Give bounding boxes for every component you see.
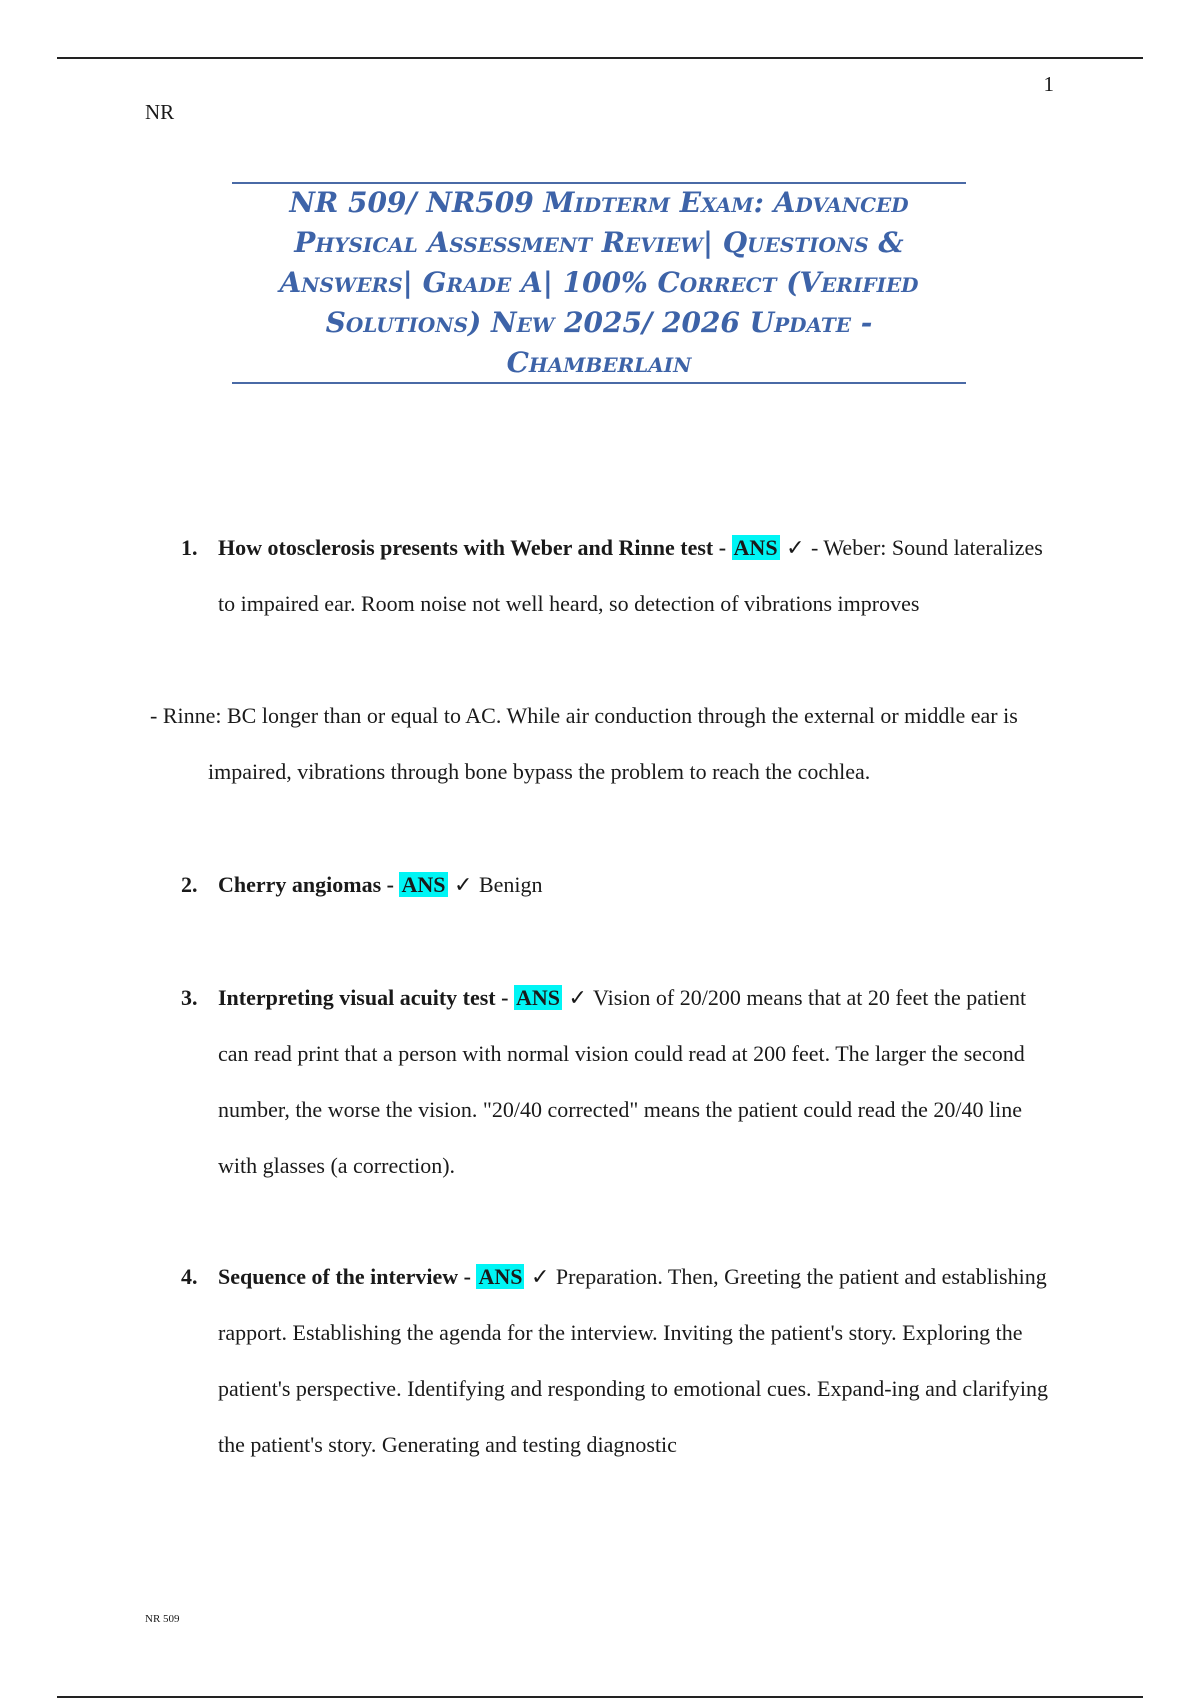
item-number: 4. [181,1264,198,1289]
question-text: Cherry angiomas - [218,872,394,897]
answer-text: Benign [478,872,543,897]
continuation-text: - Rinne: BC longer than or equal to AC. While air conduction through the external or middle ear is impaired, vibrations through bone bypass the problem to reach the cochlea. [150,703,1018,784]
ans-highlight: ANS [515,985,560,1010]
question-text: Interpreting visual acuity test - [218,985,509,1010]
question-text: How otosclerosis presents with Weber and Rinne test - [218,535,727,560]
bottom-rule [57,1696,1143,1698]
check-icon: ✓ [454,872,473,897]
document-title: NR 509/ NR509 Midterm Exam: Advanced Physical Assessment Review| Questions & Answers| Grade A| 100% Correct (Verified Solutions) New 2025/ 2026 Update - Chamberlain [279,186,919,379]
running-footer: NR 509 [145,1613,180,1625]
check-icon: ✓ [786,535,805,560]
item-body [218,520,1053,632]
page-number: 1 [1043,72,1054,96]
item-body [218,970,1053,1194]
ans-highlight: ANS [733,535,778,560]
ans-highlight: ANS [478,1264,523,1289]
answer-text: Vision of 20/200 means that at 20 feet the patient can read print that a person with normal vision could read at 200 feet. The larger the second number, the worse the vision. "20/40 corrected" means the patient could read the 20/40 line with glasses (a correction). [218,985,1027,1178]
top-rule [57,57,1143,59]
answer-text: Preparation. Then, Greeting the patient and establishing rapport. Establishing the agenda for the interview. Inviting the patient's story. Exploring the patient's perspective. Identifying and responding to emotional cues. Expand-ing and clarifying the patient's story. Generating and testing diagnostic [218,1264,1048,1457]
check-icon: ✓ [568,985,587,1010]
answer-continuation [150,688,1050,800]
item-body [218,1249,1053,1473]
ans-highlight: ANS [401,872,446,897]
item-number: 1. [181,535,198,560]
check-icon: ✓ [530,1264,550,1289]
question-text: Sequence of the interview - [218,1264,471,1289]
answer-text: - Weber: Sound lateralizes to impaired ear. Room noise not well heard, so detection of vibrations improves [218,535,1043,616]
item-number: 3. [181,985,198,1010]
item-number: 2. [181,872,198,897]
title-box [232,182,966,384]
running-header: NR [145,100,175,124]
item-body [218,857,1053,913]
